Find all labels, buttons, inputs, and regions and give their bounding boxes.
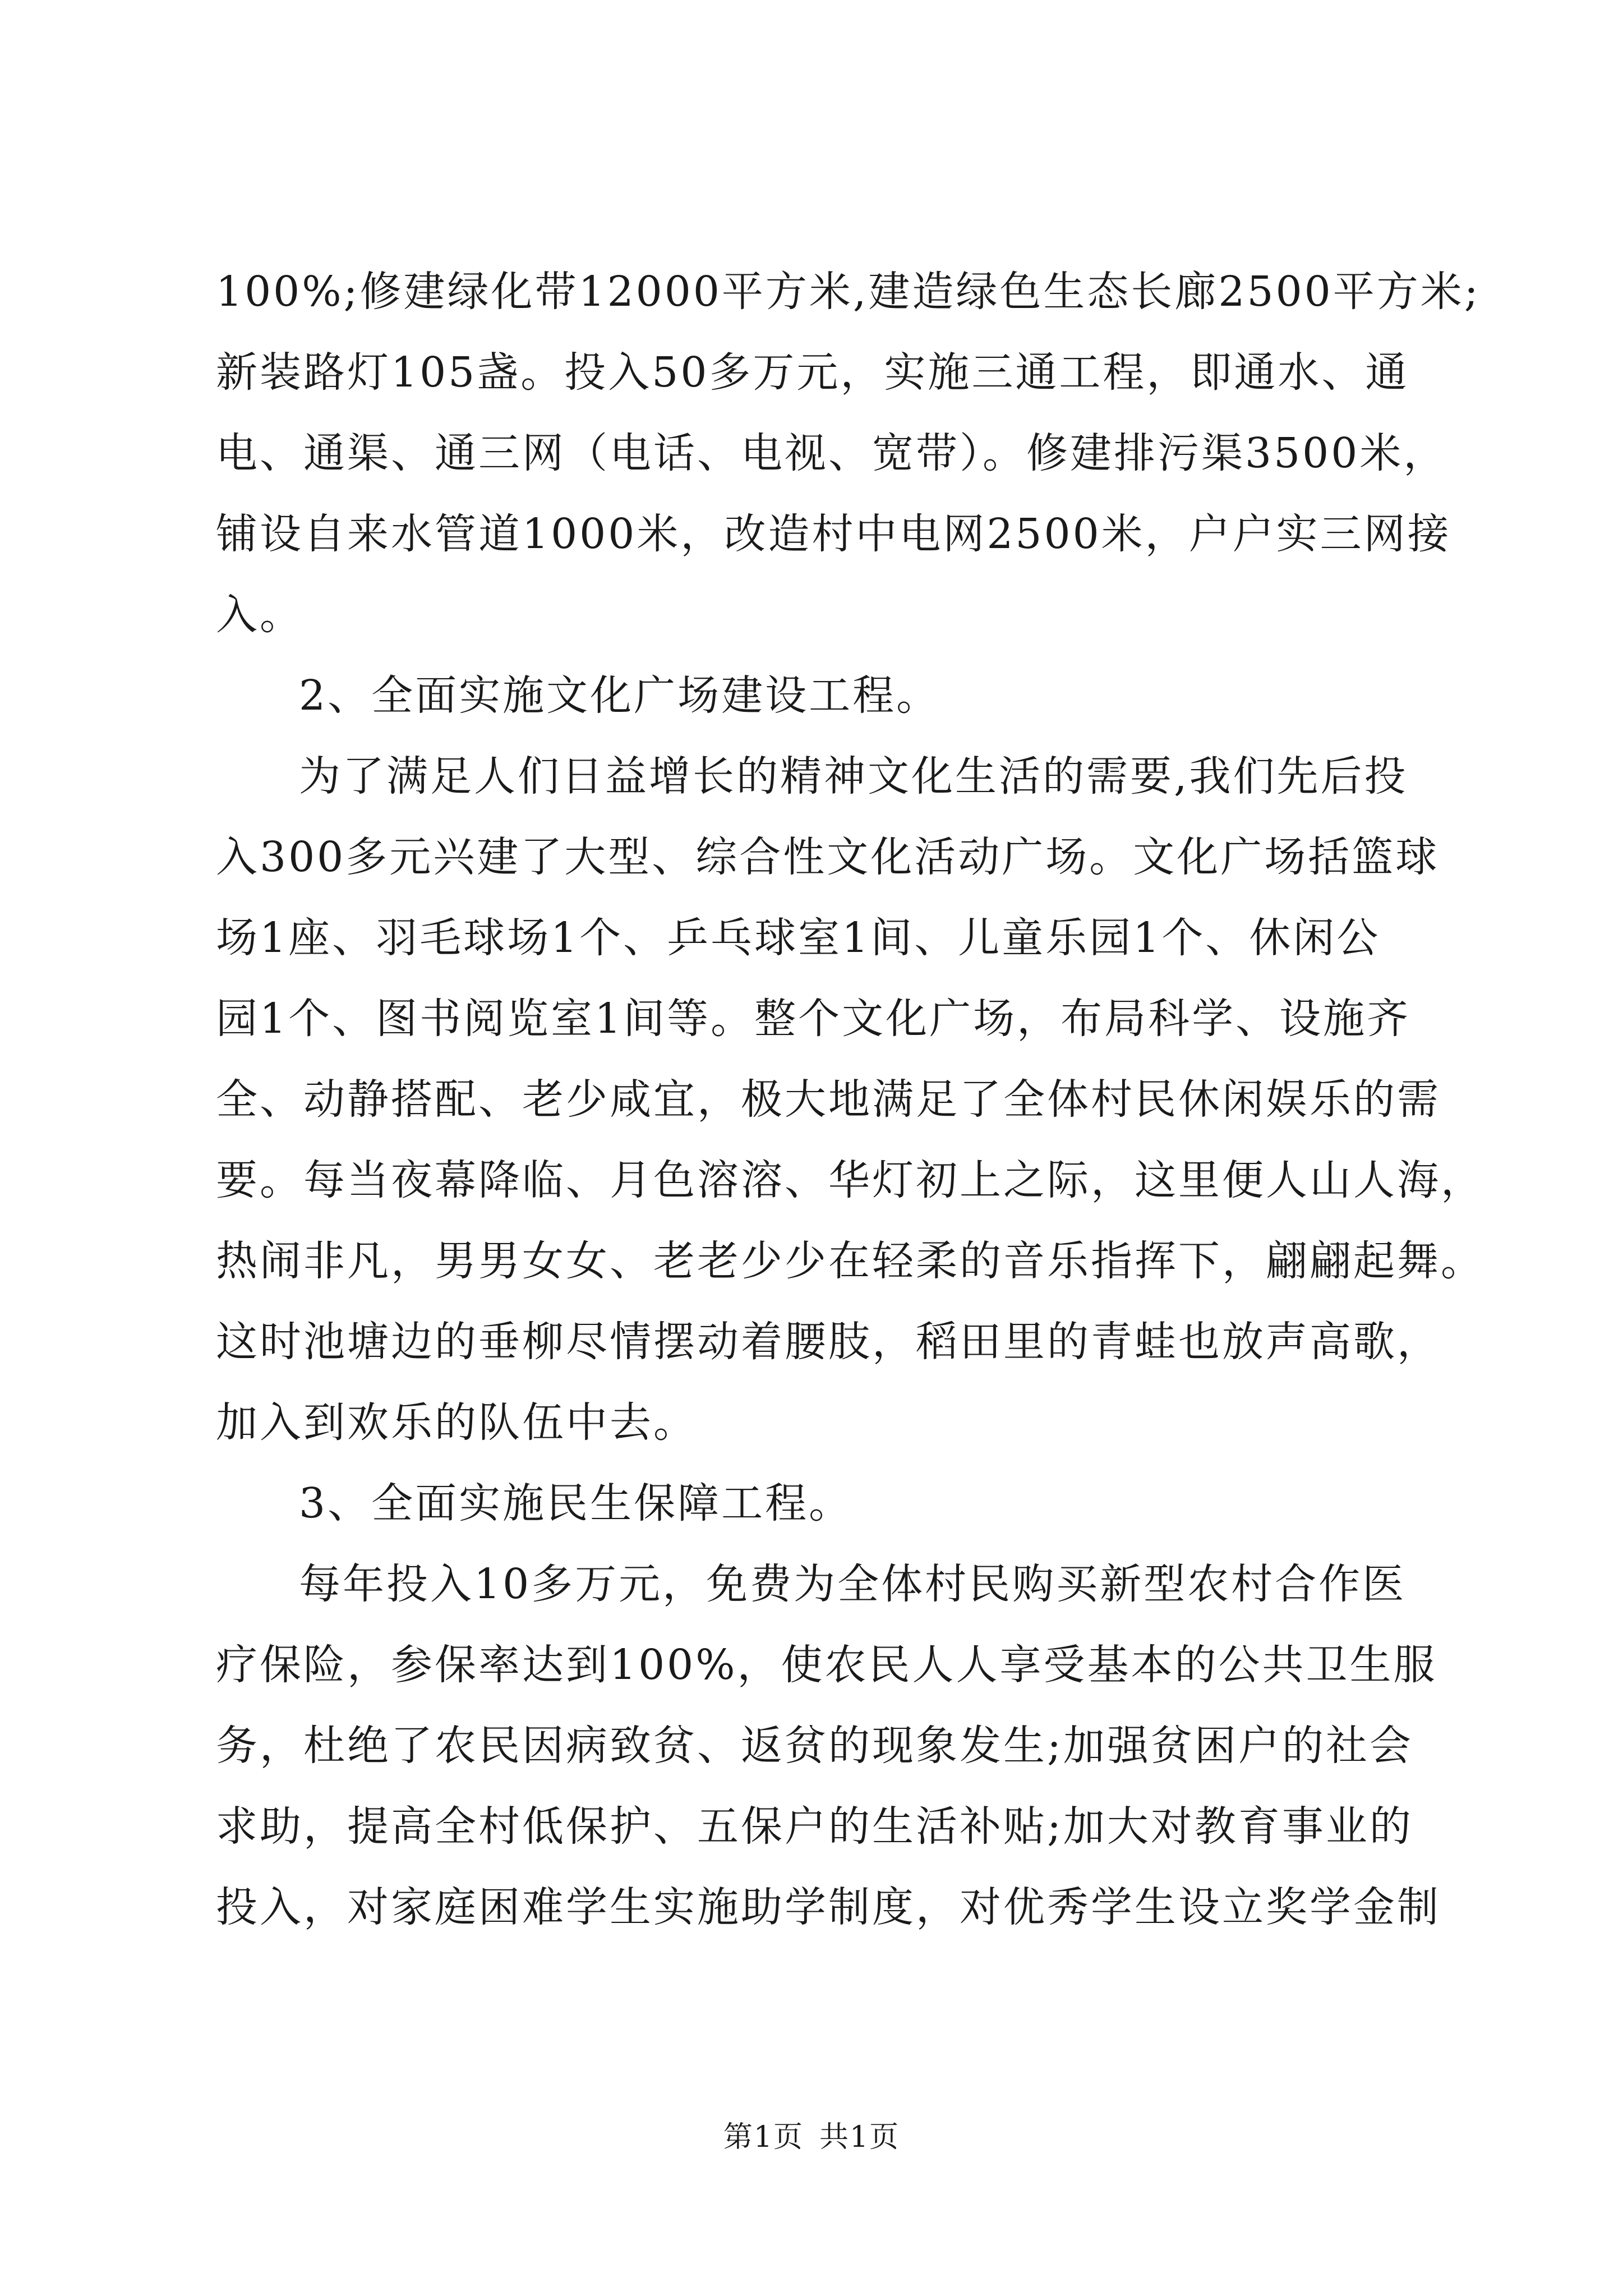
text-line: 为了满足人们日益增长的精神文化生活的需要,我们先后投 [299, 752, 1408, 800]
text-line: 疗保险，参保率达到100%，使农民人人享受基本的公共卫生服 [216, 1641, 1437, 1689]
text-line: 场1座、羽毛球场1个、乒乓球室1间、儿童乐园1个、休闲公 [216, 914, 1381, 962]
section-heading: 2、全面实施文化广场建设工程。 [299, 671, 940, 720]
text-line: 新装路灯105盏。投入50多万元，实施三通工程，即通水、通 [216, 348, 1409, 397]
section-heading: 3、全面实施民生保障工程。 [299, 1479, 853, 1527]
text-line: 每年投入10多万元，免费为全体村民购买新型农村合作医 [299, 1560, 1407, 1608]
text-line: 全、动静搭配、老少咸宜，极大地满足了全体村民休闲娱乐的需 [216, 1075, 1441, 1124]
text-line: 投入，对家庭困难学生实施助学制度，对优秀学生设立奖学金制 [216, 1883, 1441, 1931]
text-line: 入300多元兴建了大型、综合性文化活动广场。文化广场括篮球 [216, 833, 1440, 881]
text-line: 这时池塘边的垂柳尽情摆动着腰肢，稻田里的青蛙也放声高歌， [216, 1318, 1441, 1366]
text-line: 要。每当夜幕降临、月色溶溶、华灯初上之际，这里便人山人海， [216, 1156, 1484, 1204]
text-line: 铺设自来水管道1000米，改造村中电网2500米，户户实三网接 [216, 510, 1451, 558]
text-line: 入。 [216, 591, 303, 639]
text-line: 务，杜绝了农民因病致贫、返贫的现象发生;加强贫困户的社会 [216, 1722, 1413, 1770]
page-number: 第1页 [723, 2120, 804, 2154]
page-total: 共1页 [819, 2120, 900, 2154]
text-line: 100%;修建绿化带12000平方米,建造绿色生态长廊2500平方米; [216, 268, 1481, 316]
text-line: 求助，提高全村低保护、五保户的生活补贴;加大对教育事业的 [216, 1802, 1413, 1851]
text-line: 加入到欢乐的队伍中去。 [216, 1398, 697, 1447]
text-line: 电、通渠、通三网（电话、电视、宽带）。修建排污渠3500米， [216, 429, 1447, 477]
text-line: 热闹非凡，男男女女、老老少少在轻柔的音乐指挥下，翩翩起舞。 [216, 1237, 1484, 1285]
text-line: 园1个、图书阅览室1间等。整个文化广场，布局科学、设施齐 [216, 995, 1411, 1043]
document-body [216, 251, 1484, 1948]
page-footer [0, 2118, 1623, 2157]
